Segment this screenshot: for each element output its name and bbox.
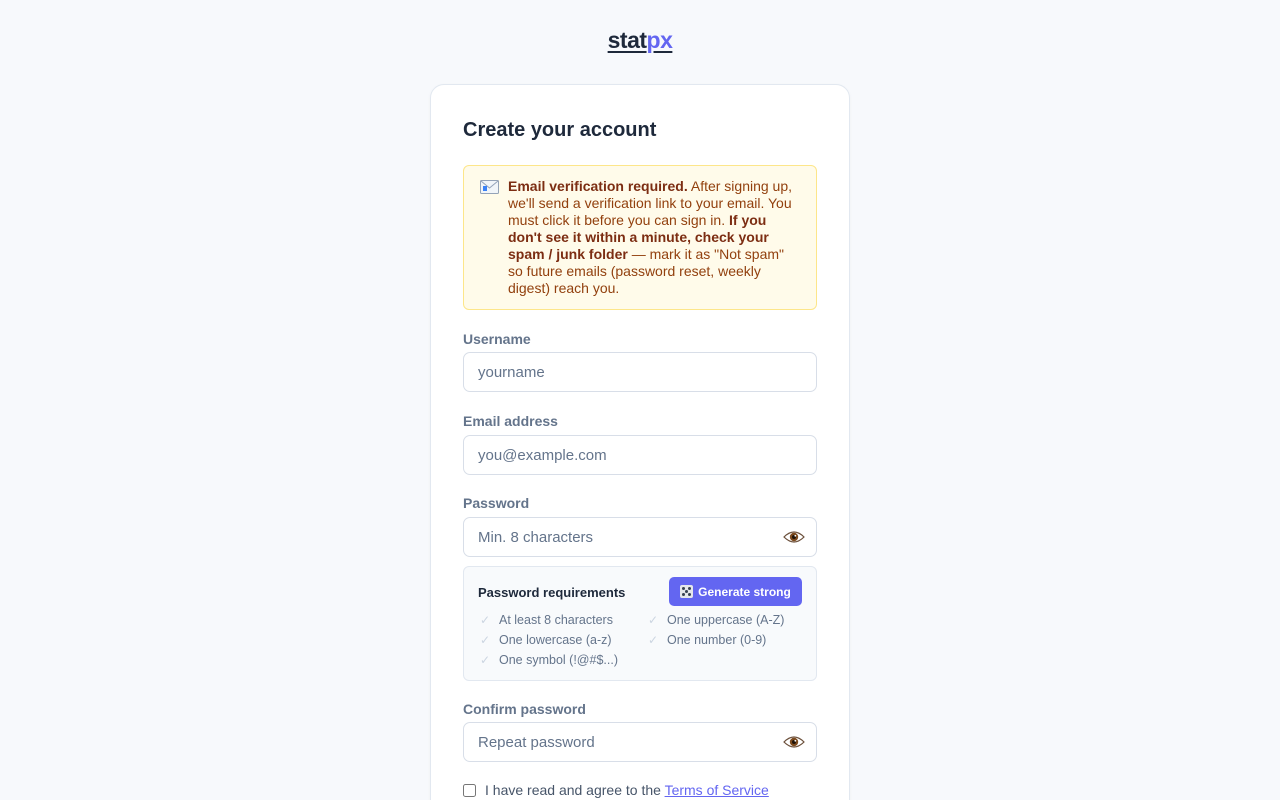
password-label: Password	[463, 495, 530, 511]
dice-icon	[680, 585, 693, 598]
check-icon: ✓	[480, 613, 491, 627]
brand-logo-link[interactable]	[608, 27, 673, 53]
password-requirements	[463, 566, 817, 681]
envelope-icon	[480, 180, 499, 194]
check-icon: ✓	[648, 633, 659, 647]
terms-text: I have read and agree to the Terms of Service	[485, 782, 769, 798]
verification-notice	[463, 165, 817, 310]
confirm-password-input[interactable]	[463, 722, 817, 762]
signup-card	[430, 84, 850, 800]
email-input[interactable]	[463, 435, 817, 475]
notice-bold-lead: Email verification required.	[508, 178, 688, 194]
brand-name-part2: px	[646, 27, 673, 53]
generate-strong-button[interactable]	[669, 577, 802, 606]
generate-strong-label: Generate strong	[698, 584, 791, 599]
terms-checkbox[interactable]	[463, 784, 476, 797]
terms-row	[463, 782, 769, 798]
terms-of-service-link[interactable]: Terms of Service	[664, 782, 769, 798]
page-title: Create your account	[463, 119, 657, 141]
brand-name-part1: stat	[607, 27, 647, 53]
notice-text-1: After signing up, we'll send a verification link to your email. You must click it before you can sign in.	[508, 178, 793, 228]
username-input[interactable]	[463, 352, 817, 392]
check-icon: ✓	[480, 633, 491, 647]
password-input[interactable]	[463, 517, 817, 557]
notice-text-2: — mark it as "Not spam" so future emails (password reset, weekly digest) reach you.	[508, 246, 785, 296]
brand-logo[interactable]	[0, 26, 1280, 54]
requirement-item: ✓ At least 8 characters	[480, 613, 613, 627]
requirement-item: ✓ One lowercase (a-z)	[480, 633, 612, 647]
check-icon: ✓	[648, 613, 659, 627]
requirement-item: ✓ One number (0-9)	[648, 633, 767, 647]
requirement-item: ✓ One uppercase (A-Z)	[648, 613, 785, 627]
confirm-password-label: Confirm password	[463, 701, 586, 717]
email-label: Email address	[463, 413, 558, 429]
requirement-item: ✓ One symbol (!@#$...)	[480, 653, 618, 667]
eye-icon[interactable]	[783, 530, 805, 544]
notice-bold-mid: If you don't see it within a minute, check your spam / junk folder	[508, 212, 769, 262]
check-icon: ✓	[480, 653, 491, 667]
username-label: Username	[463, 331, 531, 347]
requirements-title: Password requirements	[478, 585, 626, 600]
eye-icon[interactable]	[783, 735, 805, 749]
